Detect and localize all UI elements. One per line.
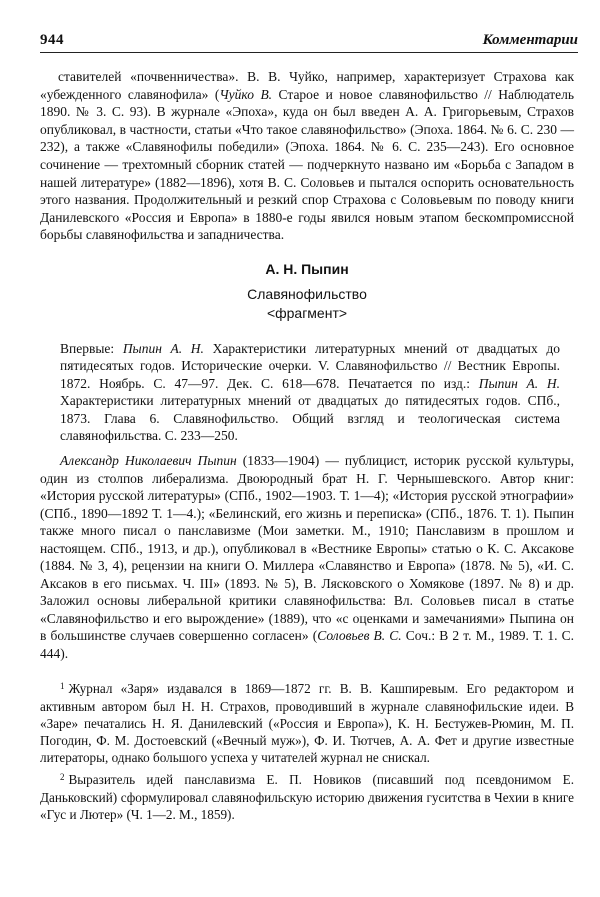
running-title: Комментарии [482,32,578,48]
biography-paragraph: Александр Николаевич Пыпин (1833—1904) — публицист, историк русской культуры, один из столпов либерализма. Двоюродный брат Н. Г. Чернышевского. Автор книг: «История русской литературы» (СПб., 1902—1903. Т. 1—4); «История русской этнографии» (СПб., 1890—1892 Т. 1—4.); «Белинский, его жизнь и переписка» (СПб., 1876. Т. 1). Пыпин также много писал о панславизме (Мои заметки. М., 1910; Панславизм в прошлом и настоящем. СПб., 1913, и др.), опубликовал в «Вестнике Европы» статью о К. С. Аксакове (1884. № 3, 4), рецензии на книги О. Миллера «Славянство и Европа» (1878. № 5), «И. С. Аксаков в его письмах. Ч. III» (1893. № 5), В. Лясковского о Хомякове (1897. № 8) и др. Заложил основы либеральной критики славянофильства: Вл. Соловьев писал в статье «Славянофильство и его вырождение» (1889), что «с оценками и замечаниями» Пыпина он в большинстве случаев совершенно согласен» (Соловьев В. С. Соч.: В 2 т. М., 1989. Т. 1. С. 444). [40,453,574,661]
footnote-number: 2 [60,772,65,783]
footnotes [40,678,574,823]
section-author: А. Н. Пыпин [265,260,349,277]
page-header [40,28,578,53]
section-title: Славянофильство [247,285,367,302]
cited-author: Пыпин А. Н. [478,375,560,391]
footnote-number: 1 [60,681,65,692]
footnote-text: Журнал «Заря» издавался в 1869—1872 гг. В. В. Кашпиревым. Его редактором и активным автором был Н. Н. Страхов, проводивший в журнале славянофильские идеи. В «Заре» печатались Н. Я. Данилевский («Россия и Европа»), К. Н. Бестужев-Рюмин, М. П. Погодин, Ф. М. Достоевский («Вечный муж»), Ф. И. Тютчев, А. А. Фет и другие известные литераторы, однако большого успеха у читателей журнал не снискал. [40,681,574,766]
footnote [40,678,574,766]
cited-author: Пыпин А. Н. [122,340,204,356]
source-note: Впервые: Пыпин А. Н. Характеристики литературных мнений от двадцатых до пятидесятых годов. Исторические очерки. V. Славянофильство // Вестник Европы. 1872. Ноябрь. С. 47—97. Дек. С. 618—678. Печатается по изд.: Пыпин А. Н. Характеристики литературных мнений от двадцатых до пятидесятых годов. СПб., 1873. Глава 6. Славянофильство. Общий взгляд и теологическая система славянофильства. С. 233—250. [60,340,560,443]
footnote-text: Выразитель идей панславизма Е. П. Новиков (писавший под псевдонимом Е. Даньковский) сформулировал славянофильскую историю движения гуситства в Чехии в книге «Гус и Лютер» (Ч. 1—2. М., 1859). [40,772,574,822]
page-number: 944 [40,32,64,48]
page-body [40,68,574,826]
intro-paragraph: ставителей «почвенничества». В. В. Чуйко, например, характеризует Страхова как «убежденного славянофила» (Чуйко В. Старое и новое славянофильство // Наблюдатель 1890. № 3. С. 93). В журнале «Эпоха», куда он был введен А. А. Григорьевым, Страхов опубликовал, в частности, статьи «Что такое славянофильство» (Эпоха. 1864. № 6. С. 230 — 232), а также «Славянофилы победили» (Эпоха. 1864. № 6. С. 235—243). Его основное сочинение — трехтомный сборник статей — подчеркнуто названо им «Борьба с Западом в нашей литературе» (1882—1896), хотя В. С. Соловьев и пытался оспорить основательность этого названия. Продолжительный и резкий спор Страхова с Соловьевым по поводу книги Данилевского «Россия и Европа» в 1880-е годы явился новым этапом бескомпромиссной борьбы славянофильства и западничества. [40,69,574,243]
cited-author: Чуйко В. [219,86,273,102]
cited-author: Соловьев В. С. [317,628,402,644]
footnote [40,769,574,823]
fragment-note: <фрагмент> [266,304,348,321]
biography-subject: Александр Николаевич Пыпин [60,453,237,469]
